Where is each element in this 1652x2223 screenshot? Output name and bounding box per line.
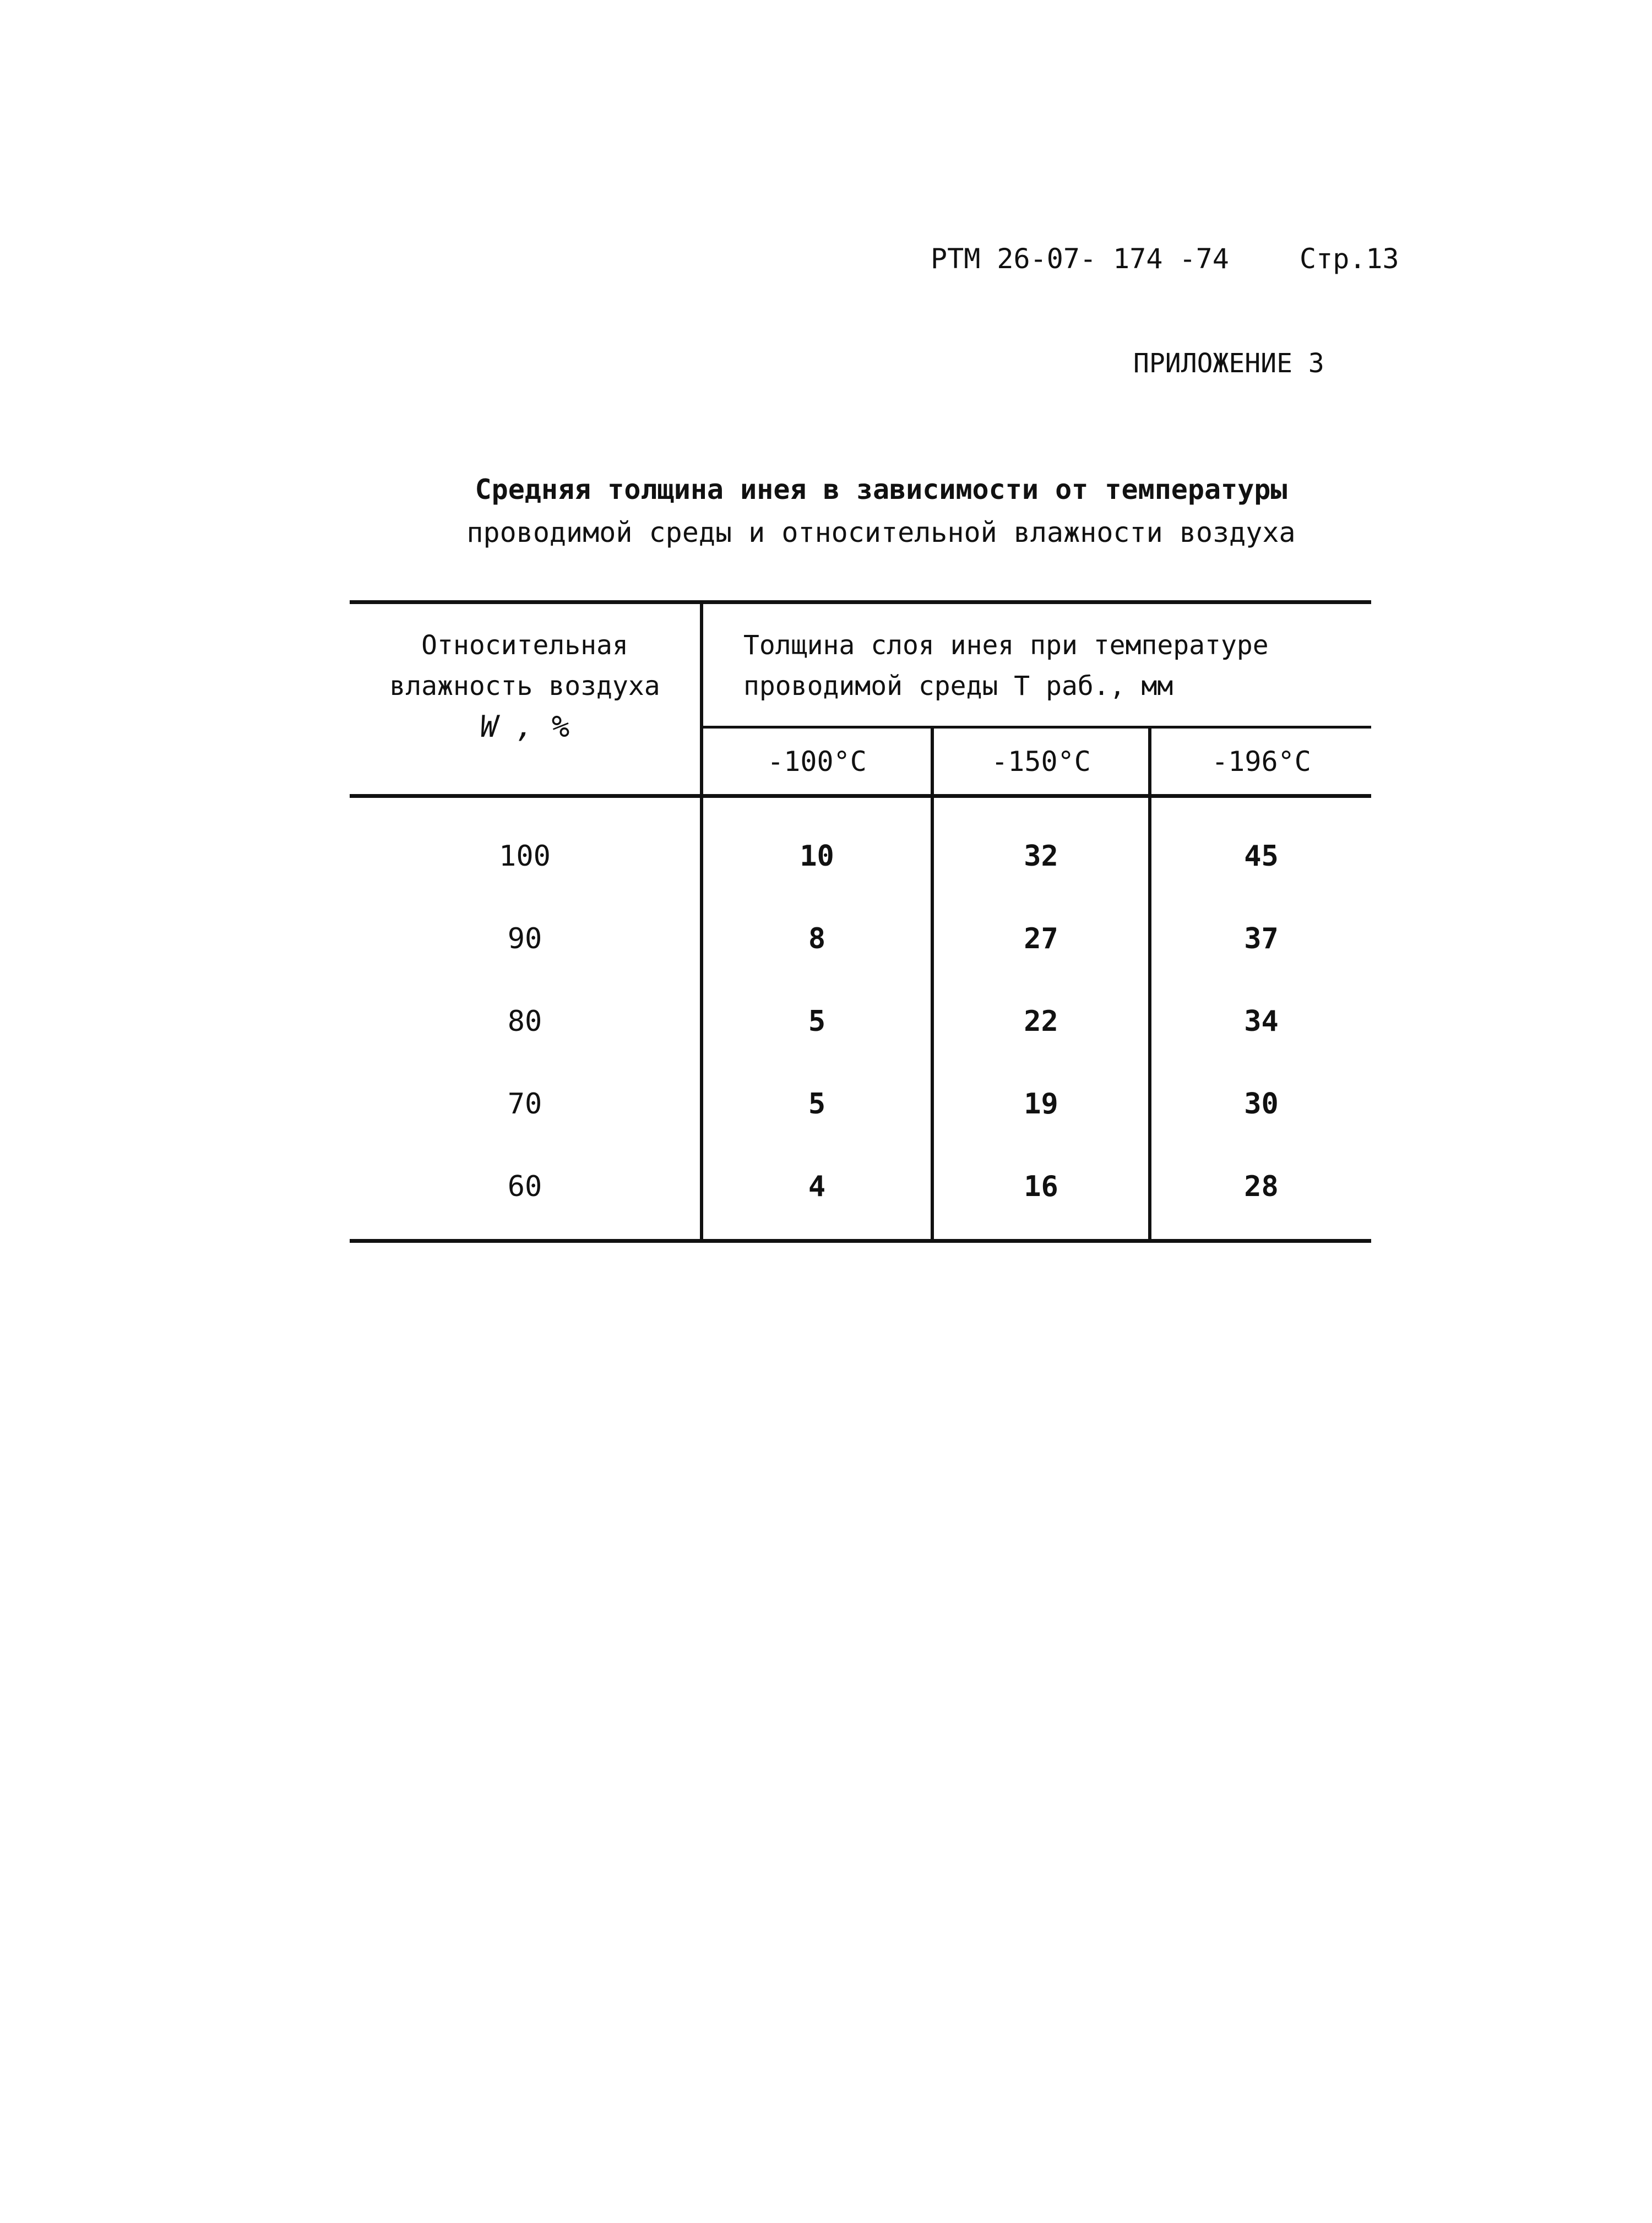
frost-thickness-table [350,600,1371,1239]
table-row [350,1077,1371,1132]
humidity-cell: 100 [499,840,551,873]
thickness-cell: 32 [1024,840,1058,873]
humidity-cell: 60 [507,1170,542,1203]
table-row [350,911,1371,966]
thickness-cell: 16 [1024,1170,1058,1203]
thickness-cell: 27 [1024,922,1058,955]
temperature-column-header: -150°C [991,746,1091,778]
humidity-header-symbol: W , % [480,709,570,744]
humidity-cell: 70 [507,1088,542,1121]
thickness-cell: 5 [808,1088,826,1121]
header-bottom-rule [350,794,1371,798]
caption-line-2: проводимой среды и относительной влажности воздуха [466,517,1296,548]
page-header [931,237,1426,281]
thickness-cell: 10 [800,840,834,873]
thickness-cell: 37 [1244,922,1279,955]
thickness-header-line-1: Толщина слоя инея при температуре [743,630,1269,661]
thickness-cell: 5 [808,1005,826,1038]
table-row [350,1159,1371,1214]
humidity-column-header [350,625,700,747]
thickness-header-line-2: проводимой среды T раб., мм [743,671,1173,702]
document-code: РТМ 26-07- 174 -74 [931,243,1229,275]
temperature-column-header: -196°C [1211,746,1311,778]
humidity-cell: 90 [507,922,542,955]
thickness-cell: 19 [1024,1088,1058,1121]
thickness-cell: 28 [1244,1170,1279,1203]
temperature-column-header: -100°C [767,746,867,778]
table-bottom-rule [350,1239,1371,1243]
humidity-header-line-1: Относительная [421,630,628,661]
appendix-label: ПРИЛОЖЕНИЕ 3 [1133,348,1324,379]
page-number: Стр.13 [1300,243,1399,275]
thickness-cell: 34 [1244,1005,1279,1038]
subheader-rule [702,726,1371,729]
humidity-header-line-2: влажность воздуха [389,671,660,702]
thickness-cell: 45 [1244,840,1279,873]
caption-line-1: Средняя толщина инея в зависимости от температуры [475,474,1287,506]
thickness-cell: 22 [1024,1005,1058,1038]
table-caption [452,468,1311,554]
table-row [350,994,1371,1049]
humidity-cell: 80 [507,1005,542,1038]
table-row [350,829,1371,884]
table-top-rule [350,600,1371,604]
thickness-cell: 30 [1244,1088,1279,1121]
thickness-cell: 4 [808,1170,826,1203]
thickness-cell: 8 [808,922,826,955]
thickness-column-header [743,625,1366,706]
